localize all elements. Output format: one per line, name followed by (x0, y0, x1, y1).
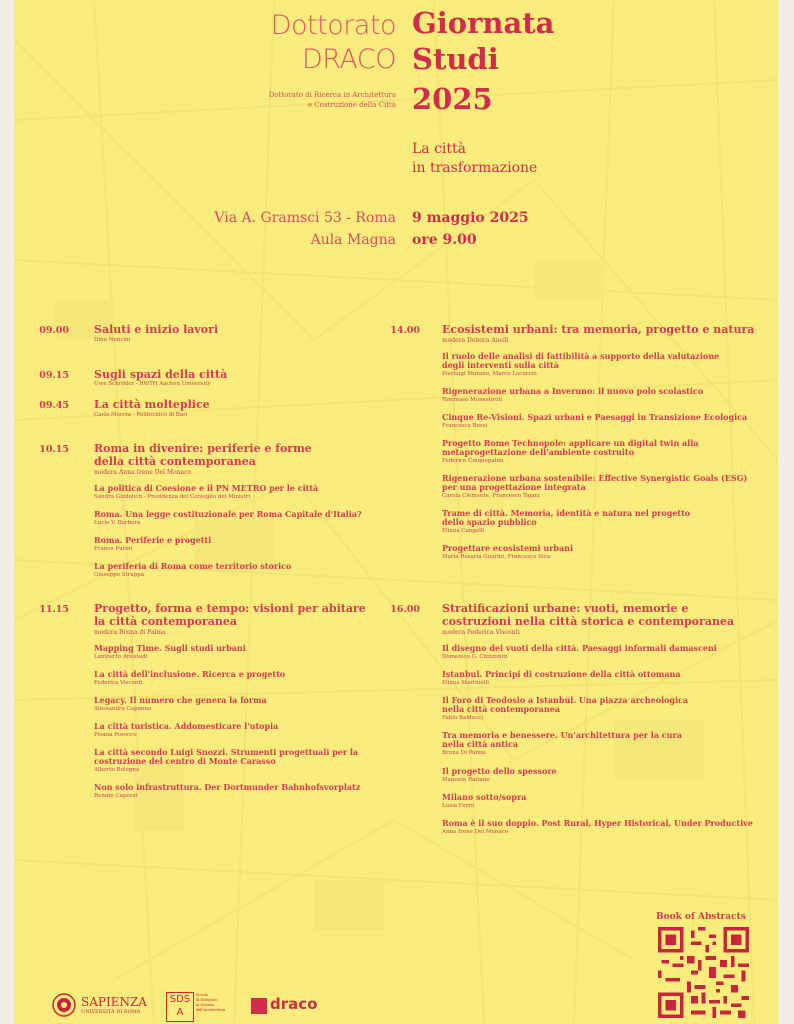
draco-logo-text: draco (270, 995, 318, 1013)
talk-title: Roma è il suo doppio. Post Rural, Hyper Historical, Under Productive (442, 818, 753, 828)
session-time: 09.45 (39, 400, 69, 411)
talk-author: Luisa Ferro (442, 803, 475, 809)
sdsa-text-line: di Dottorato (196, 998, 218, 1002)
venue (214, 207, 396, 251)
sapienza-sub: UNIVERSITÀ DI ROMA (81, 1009, 141, 1015)
talk-author: Sandra Gizdulich - Presidenza del Consiglio dei Ministri (94, 494, 251, 500)
talk-title-line2: nella città antica (442, 739, 519, 749)
talk-title: Rigenerazione urbana a Inveruno: il nuovo polo scolastico (442, 386, 704, 396)
talk-title: La politica di Coesione e il PN METRO per le città (94, 483, 319, 493)
moderator: modera Federica Visconti (442, 629, 520, 636)
talk-title-line1: Rigenerazione urbana sostenibile: Effective Synergistic Goals (ESG) (442, 473, 748, 483)
talk-author: Fabio Balducci (442, 715, 484, 721)
talk-title: Milano sotto/sopra (442, 792, 527, 802)
talk-title: Roma. Una legge costituzionale per Roma Capitale d'Italia? (94, 509, 362, 519)
moderator: modera Anna Irene Del Monaco (94, 469, 192, 476)
sdsa-text-line: dell'Architettura (196, 1008, 226, 1012)
talk-author: Alessandra Capanna (94, 706, 152, 712)
header-giornata: Giornata (412, 6, 555, 40)
talk-author: Domenico G. Chizzoniti (442, 654, 508, 660)
talk-title-line2: per una progettazione integrata (442, 482, 586, 492)
session-title-line1: Roma in divenire: periferie e forme (94, 442, 312, 455)
venue-room: Aula Magna (310, 232, 396, 248)
session-title: La città molteplice (94, 398, 210, 411)
session-title-line1: Stratificazioni urbane: vuoti, memorie e (442, 602, 689, 615)
sapienza-name: SAPIENZA (81, 995, 147, 1009)
session-time: 11.15 (39, 604, 69, 615)
talk-author: Carola Clemente, Francesco Tajani (442, 493, 540, 499)
talk-title-line1: Tra memoria e benessere. Un'architettura per la cura (442, 730, 682, 740)
talk-title-line1: Il Foro di Teodosio a Istanbul. Una piazza archeologica (442, 695, 689, 705)
qr-code-icon[interactable] (658, 927, 749, 1018)
talk-author: Pisana Posocco (94, 732, 137, 738)
talk-author: Eliana Cangelli (442, 528, 485, 534)
talk-author: Maria Rosaria Guarini, Francesco Sica (442, 554, 551, 560)
talk-title-line1: Il ruolo delle analisi di fattibilità a supporto della valutazione (442, 351, 720, 361)
sapienza-seal-icon (52, 993, 76, 1017)
sdsa-text-line: in Scienze (196, 1003, 215, 1007)
talk-author: Lucio V. Barbera (94, 520, 141, 526)
event-date (412, 207, 529, 251)
talk-title-line1: Trame di città. Memoria, identità e natura nel progetto (442, 508, 691, 518)
talk-title-line2: costruzione del centro di Monte Carasso (94, 756, 276, 766)
header-draco: DRACO (301, 44, 396, 75)
header-subtitle-line1: Dottorato di Ricerca in Architettura (268, 91, 396, 99)
header-subtitle-line2: e Costruzione della Città (307, 101, 396, 109)
talk-title: Il progetto dello spessore (442, 766, 557, 776)
talk-title-line1: La città secondo Luigi Snozzi. Strumenti progettuali per la (94, 747, 359, 757)
header-theme (412, 140, 537, 178)
venue-address: Via A. Gramsci 53 - Roma (214, 210, 396, 226)
header-subtitle (269, 90, 396, 110)
talk-title: La periferia di Roma come territorio storico (94, 561, 292, 571)
talk-title: Cinque Re-Visioni. Spazi urbani e Paesaggi in Transizione Ecologica (442, 412, 748, 422)
session-title-line2: costruzioni nella città storica e contemporanea (442, 615, 735, 628)
talk-title: La città turistica. Addomesticare l'utopia (94, 721, 279, 731)
session-title-line2: della città contemporanea (94, 455, 256, 468)
session-title: Saluti e inizio lavori (94, 323, 219, 336)
header-dottorato: Dottorato (270, 10, 396, 41)
talk-title: Non solo infrastruttura. Der Dortmunder Bahnhofsvorplatz (94, 782, 361, 792)
event-hour: ore 9.00 (412, 232, 477, 248)
sdsa-text-line: Scuola (196, 993, 208, 997)
session-time: 16.00 (390, 604, 420, 615)
moderator: modera Debora Anelli (442, 337, 509, 344)
book-of-abstracts-label: Book of Abstracts (656, 912, 746, 922)
talk-author: Tommaso Monestiroli (442, 397, 503, 403)
session-title: Sugli spazi della città (94, 368, 228, 381)
draco-logo-icon (251, 998, 267, 1014)
poster (14, 0, 778, 1024)
talk-author: Federica Visconti (94, 680, 143, 686)
talk-title: Istanbul. Principi di costruzione della città ottomana (442, 669, 681, 679)
session-title: Ecosistemi urbani: tra memoria, progetto e natura (442, 323, 755, 336)
talk-title-line1: Progetto Rome Technopole: applicare un digital twin alla (442, 438, 699, 448)
talk-title: Progettare ecosistemi urbani (442, 543, 573, 553)
sdsa-logo: SDSA (166, 992, 194, 1022)
header-studi: Studi (412, 42, 499, 76)
theme-line1: La città (412, 141, 467, 157)
talk-author: Eliana Martinelli (442, 680, 489, 686)
talk-title: Legacy. Il numero che genera la forma (94, 695, 267, 705)
session-time: 09.00 (39, 325, 69, 336)
session-time: 09.15 (39, 370, 69, 381)
talk-author: Pierluigi Morano, Marco Locurcio (442, 371, 537, 377)
talk-title-line2: metaprogettazione dell'ambiente costruito (442, 447, 634, 457)
talk-author: Lamberto Amistadi (94, 654, 148, 660)
session-title-line1: Progetto, forma e tempo: visioni per abitare (94, 602, 366, 615)
talk-author: Federico Cinquepalmi (442, 458, 504, 464)
talk-author: Bruna Di Palma (442, 750, 486, 756)
talk-title: Mapping Time. Sugli studi urbani (94, 643, 246, 653)
talk-author: Alberto Bologna (94, 767, 140, 773)
speaker: Carlo Moccia - Politecnico di Bari (94, 412, 188, 418)
talk-author: Giuseppe Strappa (94, 572, 145, 578)
moderator: modera Bruna di Palma (94, 629, 166, 636)
theme-line2: in trasformazione (412, 160, 538, 176)
talk-title: Roma. Periferie e progetti (94, 535, 212, 545)
talk-title-line2: dello spazio pubblico (442, 517, 537, 527)
talk-title: Il disegno dei vuoti della città. Paesaggi informali damasceni (442, 643, 717, 653)
session-title-line2: la città contemporanea (94, 615, 237, 628)
talk-title: La città dell'inclusione. Ricerca e progetto (94, 669, 286, 679)
sdsa-text (196, 993, 225, 1013)
session-time: 14.00 (390, 325, 420, 336)
speaker: Dina Nencini (94, 337, 131, 343)
header-year: 2025 (412, 82, 493, 116)
event-day: 9 maggio 2025 (412, 210, 529, 226)
talk-author: Anna Irene Del Monaco (442, 829, 509, 835)
talk-author: Renato Capozzi (94, 793, 138, 799)
session-time: 10.15 (39, 444, 69, 455)
talk-title-line2: degli interventi sulla città (442, 360, 559, 370)
talk-author: Francesca Bossi (442, 423, 488, 429)
talk-title-line2: nella città contemporanea (442, 704, 560, 714)
speaker: Uwe Schröder - RWTH Aachen University (94, 381, 211, 387)
talk-author: Manuela Raitano (442, 777, 490, 783)
talk-author: Franco Purini (94, 546, 133, 552)
